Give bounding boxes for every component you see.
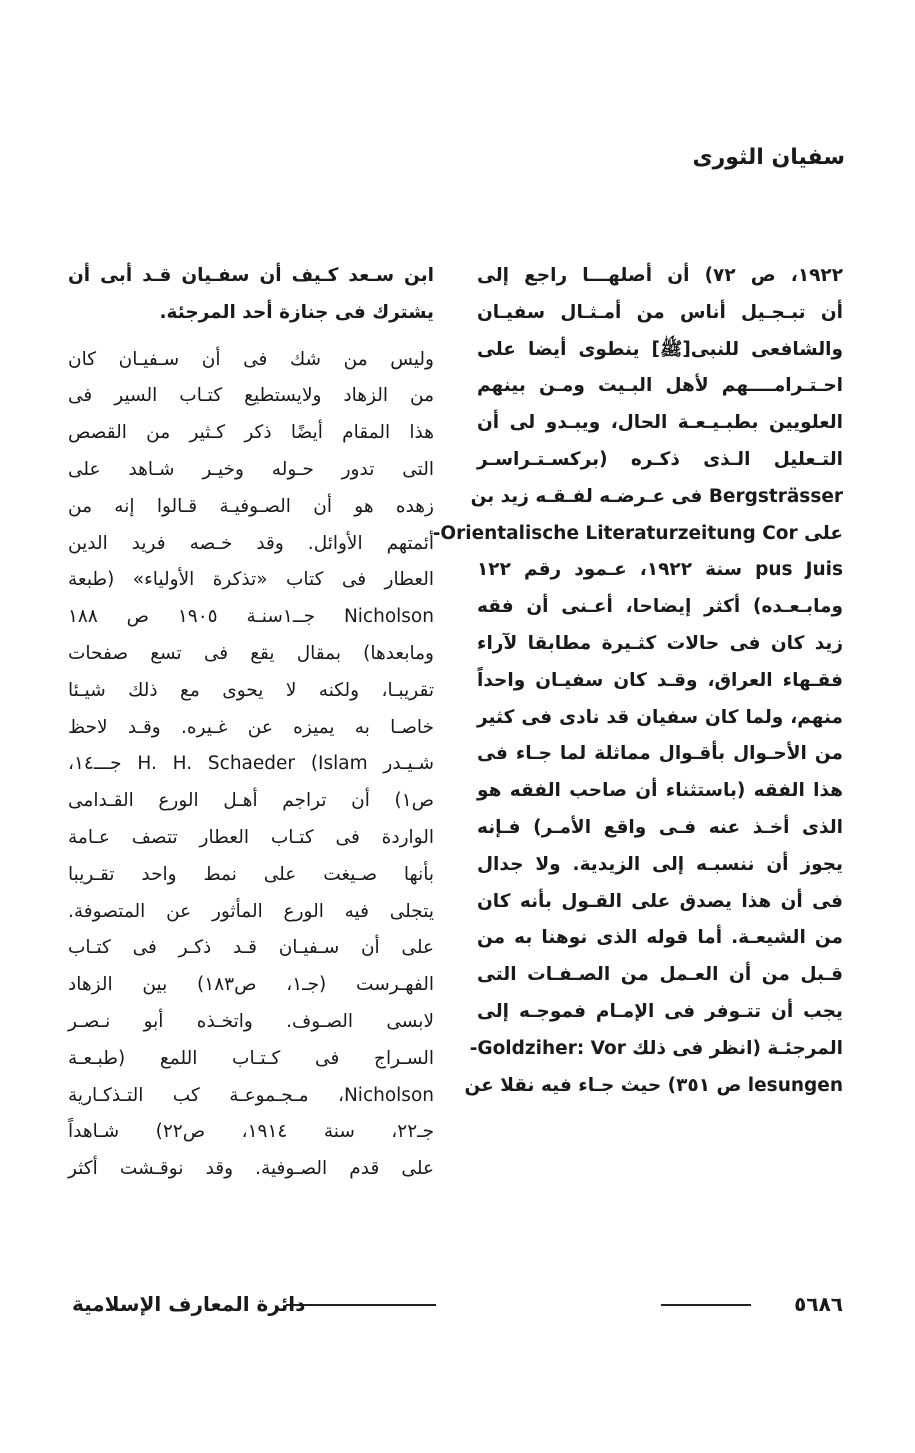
text-line: Nicholson جــ١سنـة ١٩٠٥ ص ١٨٨ [68,606,434,628]
text-line: الذى أخـذ عنه فـى واقع الأمـر) فـإنه [477,816,843,838]
text-line: يجب أن تتـوفر فى الإمـام فموجـه إلى [477,1000,843,1022]
text-line: على Orientalische Literaturzeitung Cor- [432,522,843,544]
text-line: ومابعدها) بمقال يقع فى تسع صفحات [68,642,434,664]
text-line: فى أن هذا يصدق على القـول بأنه كان [477,890,843,912]
right-column [432,258,843,1104]
footer-rule [661,1304,751,1306]
text-line: ١٩٢٢، ص ٧٢) أن أصلهـــا راجع إلى [477,265,843,286]
text-line: تقريبـا، ولكنه لا يحوى مع ذلك شيـئا [68,679,434,701]
paragraph-spacer [68,332,434,342]
text-line: على أن سـفيـان قـد ذكـر فى كتـاب [68,937,434,959]
text-line: lesungen ص ٣٥١) حيث جـاء فيه نقلا عن [464,1074,843,1096]
text-line: فقـهاء العراق، وقـد كان سفيـان واحداً [477,669,843,691]
text-line: الواردة فى كتـاب العطار تتصف عـامة [68,826,434,848]
text-line: شـيـدر H. H. Schaeder (Islam جـــ١٤، [68,753,434,775]
left-column [68,258,434,1188]
text-line: لابسى الصـوف. واتخـذه أبو نـصـر [68,1010,434,1032]
text-line: أئمتهم الأوائل. وقد خـصه فريد الدين [68,532,434,554]
text-line: هذا المقام أيضًا ذكر كـثير من القصص [68,422,434,444]
text-line: على قدم الصـوفية. وقد نوقـشت أكثر [68,1158,434,1180]
text-line: قـبل من أن العـمل من الصـفـات التى [477,964,843,986]
text-line: بأنها صـيغت على نمط واحد تقـريبا [68,863,434,885]
text-line: جـ٢٢، سنة ١٩١٤، ص٢٢) شـاهداً [68,1121,435,1143]
text-line: منهم، ولما كان سفيان قد نادى فى كثير [477,706,843,728]
text-line: ص١) أن تراجم أهـل الورع القـدامى [68,790,434,812]
text-line: Nicholson، مـجـموعـة كب التـذكـارية [68,1084,434,1106]
text-line: خاصـا به يميزه عن غـيره. وقـد لاحظ [68,716,434,738]
text-line: يجوز أن ننسبـه إلى الزيدية. ولا جدال [477,853,843,875]
text-line: وليس من شك فى أن سـفيـان كان [68,348,434,370]
text-line: زهده هو أن الصـوفيـة قـالوا إنه من [68,495,434,517]
paragraph [68,342,434,1188]
text-line: هذا الفقه (باستثناء أن صاحب الفقه هو [477,780,843,802]
text-line: زيد كان فى حالات كثـيرة مطابقا لآراء [477,632,843,654]
paragraph-continuation [68,258,434,332]
text-line: العطار فى كتاب «تذكرة الأولياء» (طبعة [68,569,434,591]
page-number: ٥٦٨٦ [794,1292,843,1316]
text-line: التى تدور حـوله وخيـر شـاهد على [68,458,434,480]
text-line: احـتـرامــــهم لأهل البـيت ومـن بينهم [477,375,843,397]
text-line: من الشيعـة. أما قوله الذى نوهنا به من [477,927,843,949]
page-footer [72,1287,843,1321]
text-line: أن تبـجـيل أناس من أمـثـال سفيـان [477,301,843,323]
text-line: ابن سـعد كـيف أن سفـيان قـد أبى أن [68,265,434,286]
text-line: يتجلى فيه الورع المأثور عن المتصوفة. [68,900,434,922]
text-line: من الزهاد ولايستطيع كتـاب السير فى [68,385,434,407]
journal-title: دائرة المعارف الإسلامية [72,1292,306,1316]
text-line: والشافعى للنبى[ﷺ] ينطوى أيضا على [477,338,843,360]
text-line: يشترك فى جنازة أحد المرجئة. [159,301,434,323]
text-line: المرجئـة (انظر فى ذلك Goldziher: Vor- [469,1037,843,1059]
text-line: السـراج فى كـتـاب اللمع (طبـعـة [68,1047,434,1069]
running-head: سفيان الثورى [692,145,845,170]
text-line: الفهـرست (جـ١، ص١٨٣) بين الزهاد [68,974,434,996]
text-line: من الأحـوال بأقـوال مماثلة لما جـاء فى [477,743,843,765]
text-line: التـعليل الـذى ذكـره (بركسـتـراسـر [477,448,843,470]
footer-rule [286,1304,436,1306]
text-line: العلويين بطبـيـعـة الحال، ويبـدو لى أن [477,412,843,434]
text-line: ومابـعـده) أكثر إيضاحا، أعـنى أن فقه [477,596,843,618]
text-line: pus Juis سنة ١٩٢٢، عـمود رقم ١٢٢ [477,559,843,581]
text-line: Bergsträsser فى عـرضـه لفـقـه زيد بن [470,485,843,507]
